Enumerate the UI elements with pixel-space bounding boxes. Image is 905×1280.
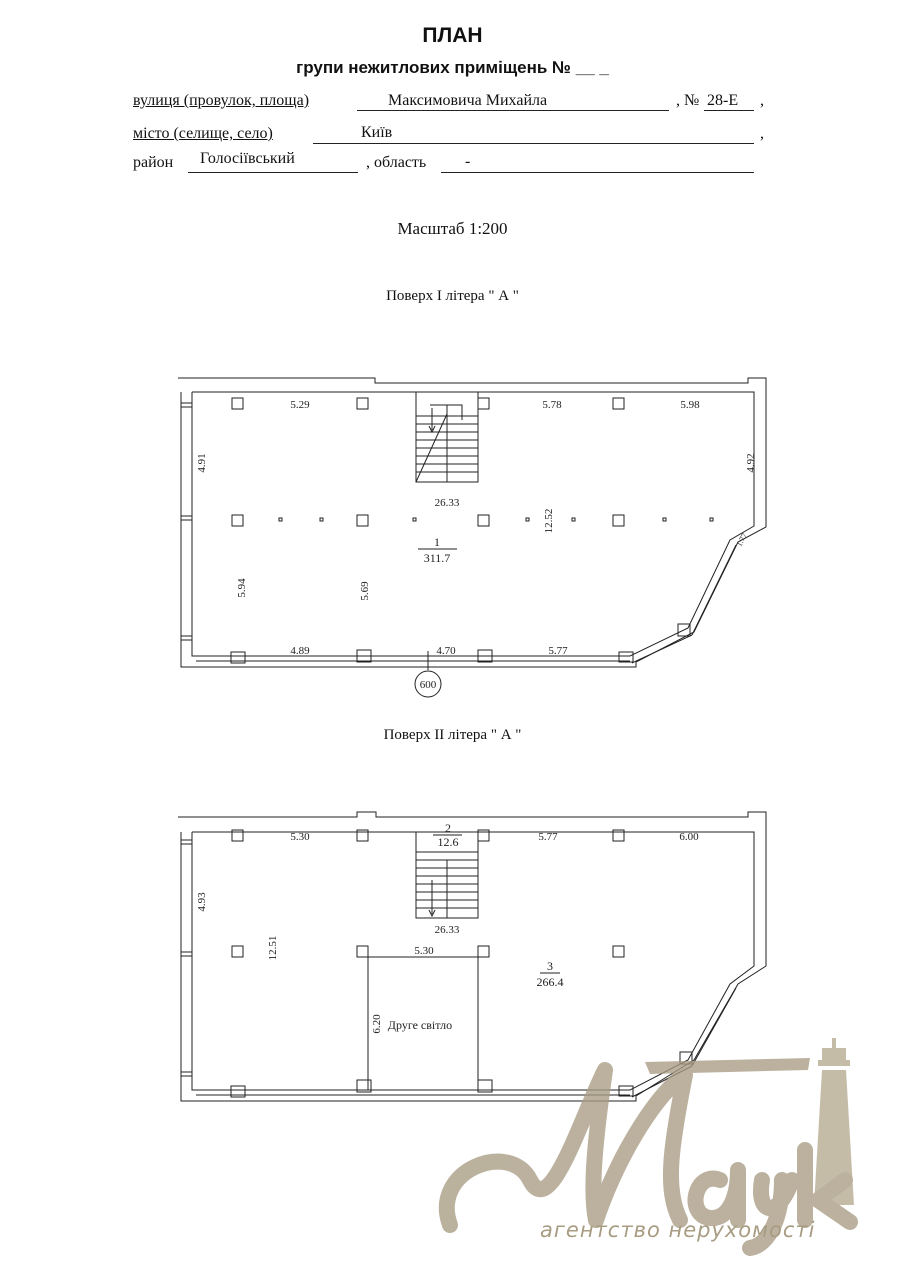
floor2-column <box>357 946 368 957</box>
floor1-stair-landing <box>430 405 462 420</box>
street-value: Максимовича Михайла <box>388 92 548 109</box>
f1-dim-bottom-left: 4.89 <box>290 645 310 657</box>
floor1-post <box>572 518 575 521</box>
watermark-swoosh <box>645 1058 810 1074</box>
city-label: місто (селище, село) <box>133 125 273 142</box>
page-title: ПЛАН <box>422 24 483 47</box>
f2-dim-left-height: 4.93 <box>196 892 208 912</box>
f1-dim-mid-lower: 5.69 <box>359 581 371 601</box>
f1-room-number: 1 <box>434 535 440 549</box>
floor1-pier <box>181 403 192 407</box>
f1-dim-right-height: 4.92 <box>745 453 757 473</box>
f2-dim-void-height: 6.20 <box>371 1014 383 1034</box>
f2-dim-stair-width: 26.33 <box>434 924 460 936</box>
floor1-plan <box>178 378 766 697</box>
f2-dim-top-left: 5.30 <box>290 831 310 843</box>
f1-dim-stair-width: 26.33 <box>434 497 460 509</box>
f1-axis-marker: 600 <box>419 679 437 691</box>
subtitle-number: __ _ <box>575 58 609 77</box>
street-label: вулиця (провулок, площа) <box>133 92 310 109</box>
floor1-post <box>710 518 713 521</box>
floor1-pier <box>181 516 192 520</box>
floor2-pier <box>181 840 192 844</box>
region-label: , область <box>366 154 427 171</box>
f2-room-area: 266.4 <box>536 975 564 989</box>
floor1-caption: Поверх I літера " А " <box>386 288 519 304</box>
floor1-post <box>279 518 282 521</box>
floor1-column <box>613 398 624 409</box>
f1-dim-bottom-right: 5.77 <box>548 645 568 657</box>
district-value: Голосіївський <box>200 150 295 167</box>
floor1-post <box>663 518 666 521</box>
district-label: район <box>133 154 174 171</box>
city-value: Київ <box>361 124 393 141</box>
floor2-caption: Поверх II літера " А " <box>383 727 522 743</box>
floor1-column <box>613 515 624 526</box>
floor1-column <box>357 515 368 526</box>
f1-dim-top-left: 5.29 <box>290 399 310 411</box>
floor1-column <box>232 515 243 526</box>
city-comma: , <box>760 125 764 142</box>
f1-room-area: 311.7 <box>423 551 451 565</box>
f1-dim-room-depth: 12.52 <box>543 508 555 534</box>
floor1-window-diag2 <box>692 545 736 635</box>
floor2-column <box>613 946 624 957</box>
floor1-column <box>357 398 368 409</box>
f1-dim-left-lower: 5.94 <box>236 578 248 598</box>
floor1-column <box>478 398 489 409</box>
f2-dim-top-mid: 5.77 <box>538 831 558 843</box>
floor1-pier <box>181 636 192 640</box>
f1-dim-top-right: 5.98 <box>680 399 700 411</box>
f2-dim-top-right: 6.00 <box>679 831 699 843</box>
floor1-post <box>526 518 529 521</box>
floor2-column <box>478 946 489 957</box>
floor2-pier <box>181 1072 192 1076</box>
f1-dim-diagonal: 1.77 <box>734 531 750 549</box>
f2-dim-void-width: 5.30 <box>414 945 434 957</box>
floor1-post <box>413 518 416 521</box>
f1-dim-bottom-mid: 4.70 <box>436 645 456 657</box>
subtitle-text: групи нежитлових приміщень № <box>296 58 572 77</box>
floor1-post <box>320 518 323 521</box>
floor1-column <box>232 398 243 409</box>
floor1-column <box>478 515 489 526</box>
floor2-column <box>232 946 243 957</box>
f1-dim-left-height: 4.91 <box>196 453 208 473</box>
floor2-pier <box>181 952 192 956</box>
number-label: , № <box>676 92 700 109</box>
street-comma: , <box>760 92 764 109</box>
watermark-tagline: агентство нерухомості <box>540 1218 816 1242</box>
f2-stair-room-number: 2 <box>445 821 451 835</box>
f2-void-label: Друге світло <box>387 1018 453 1032</box>
building-number: 28-Е <box>707 92 739 109</box>
f1-dim-top-mid: 5.78 <box>542 399 562 411</box>
floor1-window-diag1 <box>632 635 692 663</box>
region-value: - <box>465 153 471 170</box>
scale-label: Масштаб 1:200 <box>397 219 508 238</box>
f2-room-number: 3 <box>547 959 553 973</box>
f2-stair-room-area: 12.6 <box>437 835 459 849</box>
f2-dim-room-depth: 12.51 <box>267 935 279 961</box>
